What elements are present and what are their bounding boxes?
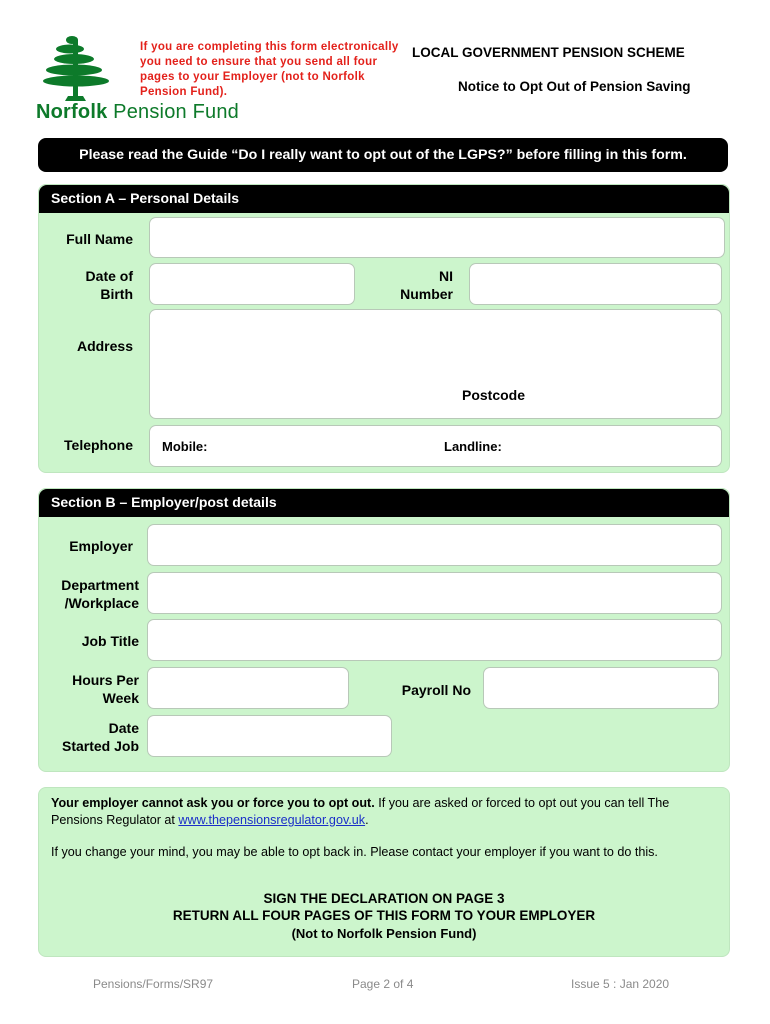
hours-per-week-label: Hours Per Week — [72, 672, 139, 706]
mobile-label: Mobile: — [162, 439, 208, 454]
address-label: Address — [76, 338, 133, 354]
pensions-regulator-link[interactable]: www.thepensionsregulator.gov.uk — [178, 813, 366, 827]
date-of-birth-label: Date of Birth — [85, 268, 133, 302]
employer-field[interactable] — [147, 524, 722, 566]
job-title-field[interactable] — [147, 619, 722, 661]
postcode-label: Postcode — [462, 387, 526, 403]
payroll-no-field[interactable] — [483, 667, 719, 709]
full-name-label: Full Name — [66, 231, 133, 247]
landline-label: Landline: — [444, 439, 502, 454]
address-field[interactable] — [149, 309, 722, 419]
ni-number-field[interactable] — [469, 263, 722, 305]
section-b-employer-details — [38, 488, 730, 772]
date-started-job-field[interactable] — [147, 715, 392, 757]
full-name-field[interactable] — [149, 217, 725, 258]
footer-page-number: Page 2 of 4 — [352, 977, 414, 991]
employer-label: Employer — [69, 538, 133, 554]
logo-word-norfolk: Norfolk — [36, 101, 108, 123]
telephone-label: Telephone — [64, 437, 133, 453]
department-field[interactable] — [147, 572, 722, 614]
section-b-title: Section B – Employer/post details — [39, 489, 729, 517]
telephone-field[interactable] — [149, 425, 722, 467]
department-label: Department /Workplace — [61, 577, 139, 611]
opt-back-in-paragraph: If you change your mind, you may be able to opt back in. Please contact your employer if you want to do this. — [51, 845, 658, 859]
job-title-label: Job Title — [81, 633, 139, 649]
norfolk-tree-logo — [38, 34, 118, 102]
not-to-fund-note: (Not to Norfolk Pension Fund) — [291, 926, 477, 941]
ni-number-label: NI Number — [400, 268, 453, 302]
logo-word-pension-fund: Pension Fund — [113, 101, 239, 123]
sign-declaration-instruction: SIGN THE DECLARATION ON PAGE 3 — [263, 891, 505, 906]
guide-banner: Please read the Guide “Do I really want to opt out of the LGPS?” before filling in this form. — [38, 138, 728, 172]
payroll-no-label: Payroll No — [401, 682, 471, 698]
date-started-job-label: Date Started Job — [61, 720, 139, 754]
notice-title: Notice to Opt Out of Pension Saving — [458, 79, 691, 94]
date-of-birth-field[interactable] — [149, 263, 355, 305]
footer-form-reference: Pensions/Forms/SR97 — [93, 977, 214, 991]
electronic-completion-note: If you are completing this form electronically you need to ensure that you send all four pages to your Employer (not to Norfolk Pension Fund). — [140, 41, 399, 98]
logo-wordmark — [36, 101, 239, 124]
section-a-title: Section A – Personal Details — [39, 185, 729, 213]
return-pages-instruction: RETURN ALL FOUR PAGES OF THIS FORM TO YOUR EMPLOYER — [172, 908, 596, 923]
hours-per-week-field[interactable] — [147, 667, 349, 709]
footer-issue: Issue 5 : Jan 2020 — [571, 977, 670, 991]
regulator-paragraph: Your employer cannot ask you or force you to opt out. If you are asked or forced to opt out you can tell The Pensions Regulator at www.thepensionsregulator.gov.uk. — [51, 796, 670, 827]
opt-out-information-box — [38, 787, 730, 957]
section-a-personal-details — [38, 184, 730, 473]
scheme-title: LOCAL GOVERNMENT PENSION SCHEME — [412, 45, 685, 60]
